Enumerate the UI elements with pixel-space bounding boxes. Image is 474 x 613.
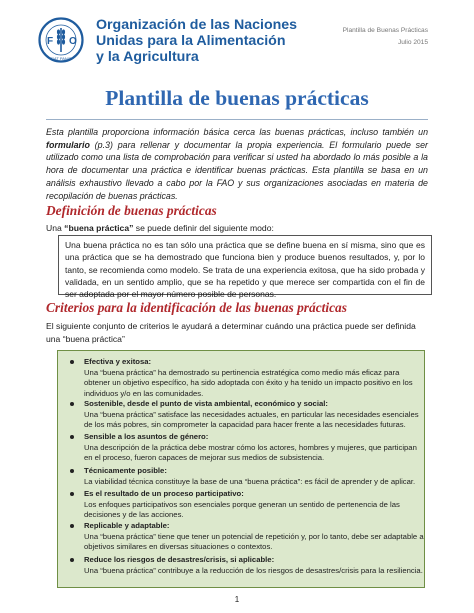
page-header [0, 0, 474, 80]
criterion-text: Una “buena práctica” satisface las necesidades actuales, en particular las necesidades esenciales de los más pobres, sin comprometer la capacidad para hacer frente a las necesidades futuras. [84, 409, 419, 430]
criterion-title: Es el resultado de un proceso participativo: [84, 489, 244, 498]
definition-lead: Una “buena práctica” se puede definir del siguiente modo: [46, 223, 274, 233]
fao-logo [38, 17, 84, 63]
doc-name: Plantilla de Buenas Prácticas [342, 27, 428, 34]
criterion-title: Sostenible, desde el punto de vista ambiental, económico y social: [84, 399, 328, 408]
criteria-box [57, 350, 425, 588]
intro-paragraph [46, 126, 428, 202]
criterion-text: Una “buena práctica” ha demostrado su pertinencia estratégica como medio más eficaz para obtener un objetivo específico, ha sido adoptada con éxito y ha tenido un impacto positivo en los individuos y/o en las comunidades. [84, 367, 413, 398]
org-line: Organización de las Naciones [96, 17, 298, 33]
criterion-text: Una descripción de la práctica debe mostrar cómo los actores, hombres y mujeres, que participan en el proceso, fueron capaces de mejorar sus medios de subsistencia. [84, 442, 417, 463]
criteria-heading: Criterios para la identificación de las buenas prácticas [46, 300, 347, 315]
org-line: Unidas para la Alimentación [96, 33, 286, 49]
svg-text:O: O [69, 36, 77, 47]
criterion-title: Reduce los riesgos de desastres/crisis, si aplicable: [84, 555, 275, 564]
criterion-title: Sensible a los asuntos de género: [84, 432, 209, 441]
intro-form-link: formulario [46, 139, 90, 150]
bullet-icon [70, 558, 74, 562]
page-title: Plantilla de buenas prácticas [105, 86, 369, 110]
criteria-intro: El siguiente conjunto de criterios le ayudará a determinar cuándo una práctica puede ser definida una “buena práctica” [46, 321, 416, 344]
criterion-text: La viabilidad técnica constituye la base de una “buena práctica”: es fácil de aprender y de aplicar. [84, 476, 416, 486]
bullet-icon [70, 402, 74, 406]
doc-date: Julio 2015 [397, 39, 428, 46]
svg-text:F: F [47, 36, 54, 47]
criterion-title: Efectiva y exitosa: [84, 357, 152, 366]
bullet-icon [70, 469, 74, 473]
criterion-text: Una “buena práctica” contribuye a la reducción de los riesgos de desastres/crisis para la resiliencia. [84, 565, 423, 575]
criterion-title: Técnicamente posible: [84, 466, 167, 475]
page-number: 1 [234, 595, 240, 604]
title-divider [46, 119, 428, 120]
intro-text: (p.3) para rellenar y documentar la propia experiencia. El formulario puede ser utilizado como una lista de comprobación para verificar si usted ha abordado lo más posible a la hora de documentar una práctica e identificar buenas prácticas. Esta plantilla se basa en un análisis exhaustivo llevado a cabo por la FAO y sus organizaciones asociadas en materia de recopilación de buenas prácticas. [46, 139, 428, 201]
bullet-icon [70, 435, 74, 439]
definition-heading: Definición de buenas prácticas [46, 203, 217, 218]
organization-name [96, 17, 297, 65]
criterion-text: Una “buena práctica” tiene que tener un potencial de repetición y, por lo tanto, debe ser adaptable a objetivos similares en diversas situaciones o contextos. [84, 531, 424, 552]
criterion-title: Replicable y adaptable: [84, 521, 170, 530]
logo-motto: FIAT PANIS [50, 56, 72, 61]
bullet-icon [70, 492, 74, 496]
header-meta [343, 25, 428, 49]
bullet-icon [70, 524, 74, 528]
bullet-icon [70, 360, 74, 364]
intro-text: Esta plantilla proporciona información básica cerca las buenas prácticas, incluso también un [46, 127, 428, 137]
definition-box: Una buena práctica no es tan sólo una práctica que se define buena en sí misma, sino que es una práctica que se ha demostrado que funciona bien y produce buenos resultados, y, por lo tanto, se recomienda como modelo. Se trata de una experiencia exitosa, que ha sido probada y validada, en un sentido amplio, que se ha repetido y que merece ser compartida con el fin de ser adoptada por el mayor número posible de personas. [58, 235, 432, 295]
criterion-text: Los enfoques participativos son esenciales porque generan un sentido de pertenencia de las decisiones y de las acciones. [84, 499, 400, 520]
org-line: y la Agricultura [96, 49, 199, 65]
